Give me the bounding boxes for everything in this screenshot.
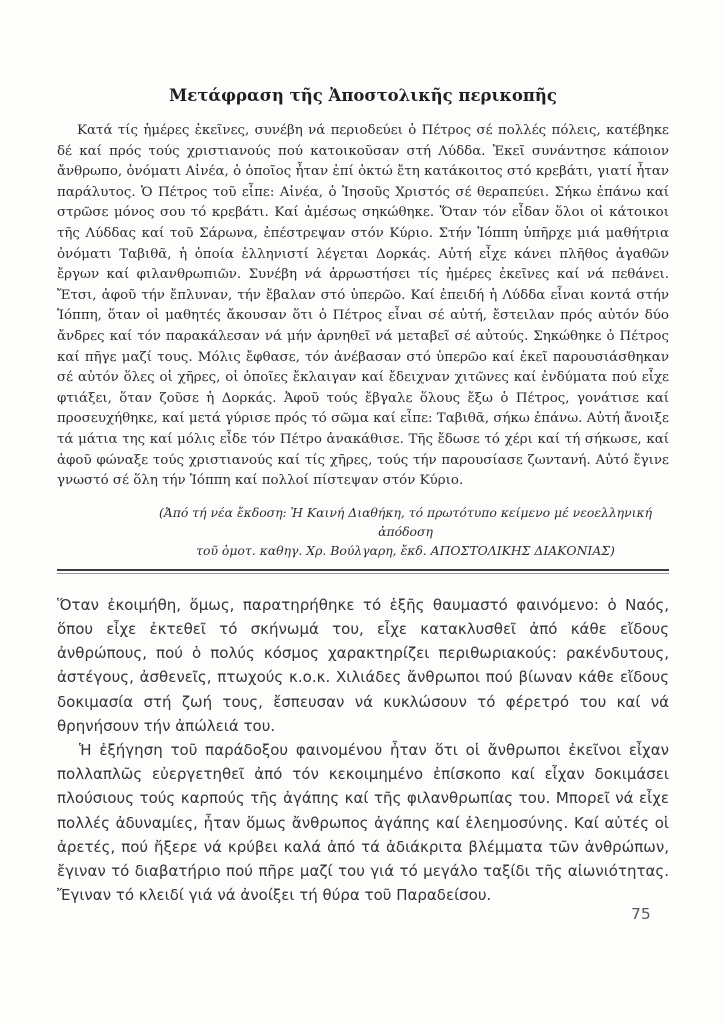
reading-text: Κατά τίς ἡμέρες ἐκεῖνες, συνέβη νά περιοδεύει ὁ Πέτρος σέ πολλές πόλεις, κατέβηκε δέ καί πρός τούς χριστιανούς πού κατοικοῦσαν στή Λύδδα. Ἐκεῖ συνάντησε κάποιον ἄνθρωπο, ὀνόματι Αἰνέα, ὁ ὁποῖος ἦταν ἐπί ὀκτώ ἔτη κατάκοιτος στό κρεβάτι, γιατί ἦταν παράλυτος. Ὁ Πέτρος τοῦ εἶπε: Αἰνέα, ὁ Ἰησοῦς Χριστός σέ θεραπεύει. Σήκω ἐπάνω καί στρῶσε μόνος σου τό κρεβάτι. Καί ἀμέσως σηκώθηκε. Ὅταν τόν εἶδαν ὅλοι οἱ κάτοικοι τῆς Λύδδας καί τοῦ Σάρωνα, ἐπέστρεψαν στόν Κύριο. Στήν Ἰόππη ὑπῆρχε μιά μαθήτρια ὀνόματι Ταβιθᾶ, ἡ ὁποία ἑλληνιστί λέγεται Δορκάς. Αὐτή εἶχε κάνει πλῆθος ἀγαθῶν ἔργων καί φιλανθρωπιῶν. Συνέβη νά ἀρρωστήσει τίς ἡμέρες ἐκεῖνες καί νά πεθάνει. Ἔτσι, ἀφοῦ τήν ἔπλυναν, τήν ἔβαλαν στό ὑπερῶο. Καί ἐπειδή ἡ Λύδδα εἶναι κοντά στήν Ἰόππη, ὅταν οἱ μαθητές ἄκουσαν ὅτι ὁ Πέτρος εἶναι σέ αὐτή, ἔστειλαν πρός αὐτόν δύο ἄνδρες καί τόν παρακάλεσαν νά μήν ἀρνηθεῖ νά μεταβεῖ σέ αὐτούς. Σηκώθηκε ὁ Πέτρος καί πῆγε μαζί τους. Μόλις ἔφθασε, τόν ἀνέβασαν στό ὑπερῶο καί ἐκεῖ παρουσιάσθηκαν σέ αὐτόν ὅλες οἱ χῆρες, οἱ ὁποῖες ἔκλαιγαν καί ἔδειχναν χιτῶνες καί ἐνδύματα πού εἶχε φτιάξει, ὅταν ζοῦσε ἡ Δορκάς. Ἀφοῦ τούς ἔβγαλε ὅλους ἔξω ὁ Πέτρος, γονάτισε καί προσευχήθηκε, καί μετά γύρισε πρός τό σῶμα καί εἶπε: Ταβιθᾶ, σήκω ἐπάνω. Αὐτή ἄνοιξε τά μάτια της καί μόλις εἶδε τόν Πέτρο ἀνακάθισε. Τῆς ἔδωσε τό χέρι καί τή σήκωσε, καί ἀφοῦ φώναξε τούς χριστιανούς καί τίς χῆρες, τούς τήν παρουσίασε ζωντανή. Αὐτό ἔγινε γνωστό σέ ὅλη τήν Ἰόππη καί πολλοί πίστεψαν στόν Κύριο. (57, 123, 669, 489)
commentary-paragraph-2: Ἡ ἐξήγηση τοῦ παράδοξου φαινομένου ἦταν ὅτι οἱ ἄνθρωποι ἐκεῖνοι εἶχαν πολλαπλῶς εὐεργετηθεῖ ἀπό τόν κεκοιμημένο ἐπίσκοπο καί εἶχαν δοκιμάσει πλούσιους τούς καρπούς τῆς ἀγάπης καί τῆς φιλανθρωπίας του. Μπορεῖ νά εἶχε πολλές ἀδυναμίες, ἦταν ὅμως ἄνθρωπος ἀγάπης καί ἐλεημοσύνης. Καί αὐτές οἱ ἀρετές, πού ἤξερε νά κρύβει καλά ἀπό τά ἀδιάκριτα βλέμματα τῶν ἀνθρώπων, ἔγιναν τό διαβατήριο πού πῆρε μαζί του γιά τό μεγάλο ταξίδι τῆς αἰωνιότητας. Ἔγιναν τό κλειδί γιά νά ἀνοίξει τή θύρα τοῦ Παραδείσου. (57, 740, 669, 905)
page-content (57, 0, 669, 907)
page-number: 75 (631, 905, 651, 923)
source-citation-line-1: (Ἀπό τή νέα ἔκδοση: Ἡ Καινή Διαθήκη, τό πρωτότυπο κείμενο μέ νεοελληνική ἀπόδοση (158, 504, 653, 539)
source-citation (142, 503, 669, 560)
commentary-paragraph-1: Ὅταν ἐκοιμήθη, ὅμως, παρατηρήθηκε τό ἑξῆς θαυμαστό φαινόμενο: ὁ Ναός, ὅπου εἶχε ἐκτεθεῖ τό σκήνωμά του, εἶχε κατακλυσθεῖ ἀπό κάθε εἴδους ἀνθρώπους, πού ὁ πολύς κόσμος χαρακτηρίζει περιθωριακούς: ρακένδυτους, ἀστέγους, ἀσθενεῖς, πτωχούς κ.ο.κ. Χιλιάδες ἄνθρωποι πού βίωναν κάθε εἴδους δοκιμασία στή ζωή τους, ἔσπευσαν νά κυκλώσουν τό φέρετρό του καί νά θρηνήσουν τήν ἀπώλειά του. (57, 595, 669, 735)
source-citation-line-2: τοῦ ὁμοτ. καθηγ. Χρ. Βούλγαρη, ἔκδ. ΑΠΟΣΤΟΛΙΚΗΣ ΔΙΑΚΟΝΙΑΣ) (196, 542, 615, 558)
commentary-section (57, 593, 669, 908)
reading-title: Μετάφραση τῆς Ἀποστολικῆς περικοπῆς (169, 86, 557, 105)
section-divider-rule (57, 569, 669, 574)
